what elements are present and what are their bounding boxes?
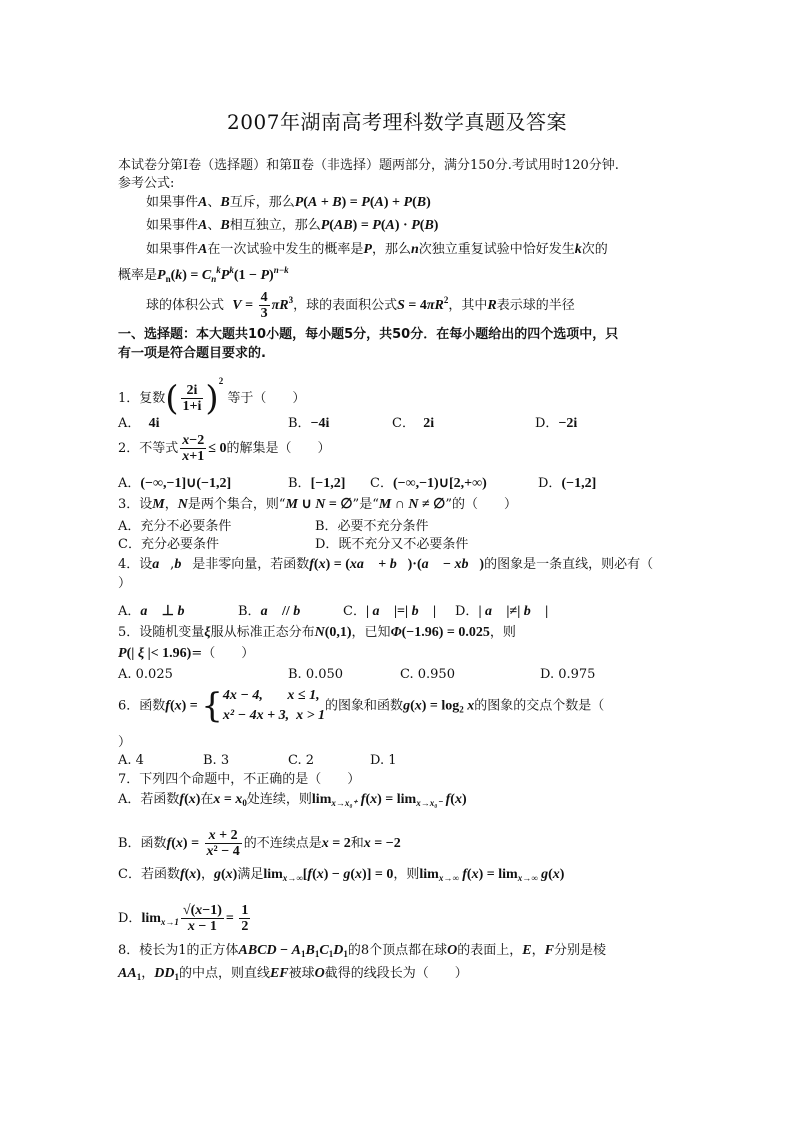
q5-option-d: D. 0.975 bbox=[540, 667, 596, 682]
q5-option-a: A. 0.025 bbox=[118, 667, 173, 682]
q7-option-d: D．$\lim_{x\to 1}$ $\frac{√(x-1)}{x - 1}$ = $\frac{1}{2}$ bbox=[118, 903, 249, 934]
question-5-line2: P(| ξ |< 1.96)=（ ） bbox=[118, 646, 255, 661]
q1-option-d: D．−2i bbox=[535, 416, 578, 431]
q3-option-b: B．必要不充分条件 bbox=[315, 519, 429, 534]
formula-independent: 如果事件A、B相互独立，那么P(AB) = P(A) · P(B) bbox=[146, 218, 439, 233]
reference-label: 参考公式: bbox=[118, 176, 175, 191]
question-3: 3．设M，N是两个集合，则“M ∪ N = ∅”是“M ∩ N ≠ ∅”的（ ） bbox=[118, 497, 518, 512]
q4-option-a: A．a⃗ ⊥ b⃗ bbox=[118, 604, 196, 619]
question-8: 8．棱长为1的正方体ABCD − $A_1B_1C_1D_1$的8个顶点都在球O的表面上，E，F分别是棱 bbox=[118, 943, 606, 959]
q2-option-b: B．[−1,2] bbox=[288, 476, 346, 491]
q4-option-b: B．a⃗ // b⃗ bbox=[238, 604, 312, 619]
q1-option-a: A． 4i bbox=[118, 416, 160, 431]
page-title: 2007年湖南高考理科数学真题及答案 bbox=[227, 110, 567, 134]
q3-option-d: D．既不充分又不必要条件 bbox=[315, 537, 469, 552]
question-1: 1．复数( $\frac{2i}{1+i}$ )$^2$ 等于（ ） bbox=[118, 376, 306, 419]
q1-option-c: C． 2i bbox=[392, 416, 435, 431]
q6-option-b: B. 3 bbox=[203, 753, 230, 768]
question-7: 7．下列四个命题中，不正确的是（ ） bbox=[118, 772, 361, 787]
formula-mutually-exclusive: 如果事件A、B互斥，那么P(A + B) = P(A) + P(B) bbox=[146, 195, 431, 210]
q7-option-a: A．若函数f(x)在$x = x_0$处连续，则$\lim_{x\to x_0^+} f(x) = \lim_{x\to x_0^-} f(x)$ bbox=[118, 792, 467, 808]
q2-option-c: C．(−∞,−1)∪[2,+∞) bbox=[370, 476, 487, 491]
q2-option-a: A．(−∞,−1]∪(−1,2] bbox=[118, 476, 232, 491]
q7-option-c: C．若函数f(x)，g(x)满足$\lim_{x\to\infty}[f(x) - g(x)] = 0$，则$\lim_{x\to\infty} f(x) = \lim_{x\to\infty} g(x)$ bbox=[118, 867, 565, 883]
q5-option-b: B. 0.050 bbox=[288, 667, 344, 682]
q1-option-b: B．−4i bbox=[288, 416, 330, 431]
section-heading: 一、选择题：本大题共10小题，每小题5分，共50分．在每小题给出的四个选项中，只 bbox=[118, 327, 619, 342]
q5-option-c: C. 0.950 bbox=[400, 667, 455, 682]
q3-option-a: A．充分不必要条件 bbox=[118, 519, 232, 534]
formula-binomial: 如果事件A在一次试验中发生的概率是P，那么n次独立重复试验中恰好发生k次的 bbox=[146, 242, 608, 257]
question-4: 4．设a⃗,b⃗是非零向量，若函数f(x) = (xa⃗ + b⃗)·(a⃗ − xb⃗)的图象是一条直线，则必有（ bbox=[118, 557, 654, 572]
q4-option-d: D．| a⃗ |≠| b⃗ | bbox=[455, 604, 549, 619]
q4-option-c: C．| a⃗ |=| b⃗ | bbox=[343, 604, 437, 619]
question-6: 6．函数f(x) = {4x − 4, x ≤ 1, x² − 4x + 3, x > 1的图象和函数$g(x) = \log_2 x$的图象的交点个数是（ bbox=[118, 686, 605, 726]
q6-option-c: C. 2 bbox=[288, 753, 315, 768]
question-5: 5．设随机变量ξ服从标准正态分布N(0,1)，已知Φ(−1.96) = 0.025，则 bbox=[118, 625, 516, 640]
q2-option-d: D．(−1,2] bbox=[538, 476, 597, 491]
section-heading-line2: 有一项是符合题目要求的. bbox=[118, 346, 266, 361]
question-2: 2．不等式 $\frac{x-2}{x+1}$ ≤ 0的解集是（ ） bbox=[118, 433, 331, 464]
question-8-line2: $AA_1$，$DD_1$的中点，则直线EF被球O截得的线段长为（ ） bbox=[118, 966, 468, 982]
question-6-close: ） bbox=[118, 735, 132, 750]
formula-sphere: 球的体积公式 V = $\frac{4}{3}$ $\pi R^3$，球的表面积公式$S = 4\pi R^2$，其中R表示球的半径 bbox=[146, 290, 575, 321]
intro-text: 本试卷分第Ⅰ卷（选择题）和第Ⅱ卷（非选择）题两部分，满分150分.考试用时120分钟. bbox=[118, 158, 619, 173]
q7-option-b: B．函数f(x) = $\frac{x + 2}{\text{x² − 4}}$ 的不连续点是x = 2和x = −2 bbox=[118, 828, 401, 859]
question-4-close: ） bbox=[118, 576, 132, 591]
q3-option-c: C．充分必要条件 bbox=[118, 537, 219, 552]
q6-option-a: A. 4 bbox=[118, 753, 144, 768]
formula-binomial-line2: 概率是$P_n(k) = C_n^kP^k(1 - P)^{n-k}$ bbox=[118, 265, 289, 284]
q6-option-d: D. 1 bbox=[370, 753, 397, 768]
